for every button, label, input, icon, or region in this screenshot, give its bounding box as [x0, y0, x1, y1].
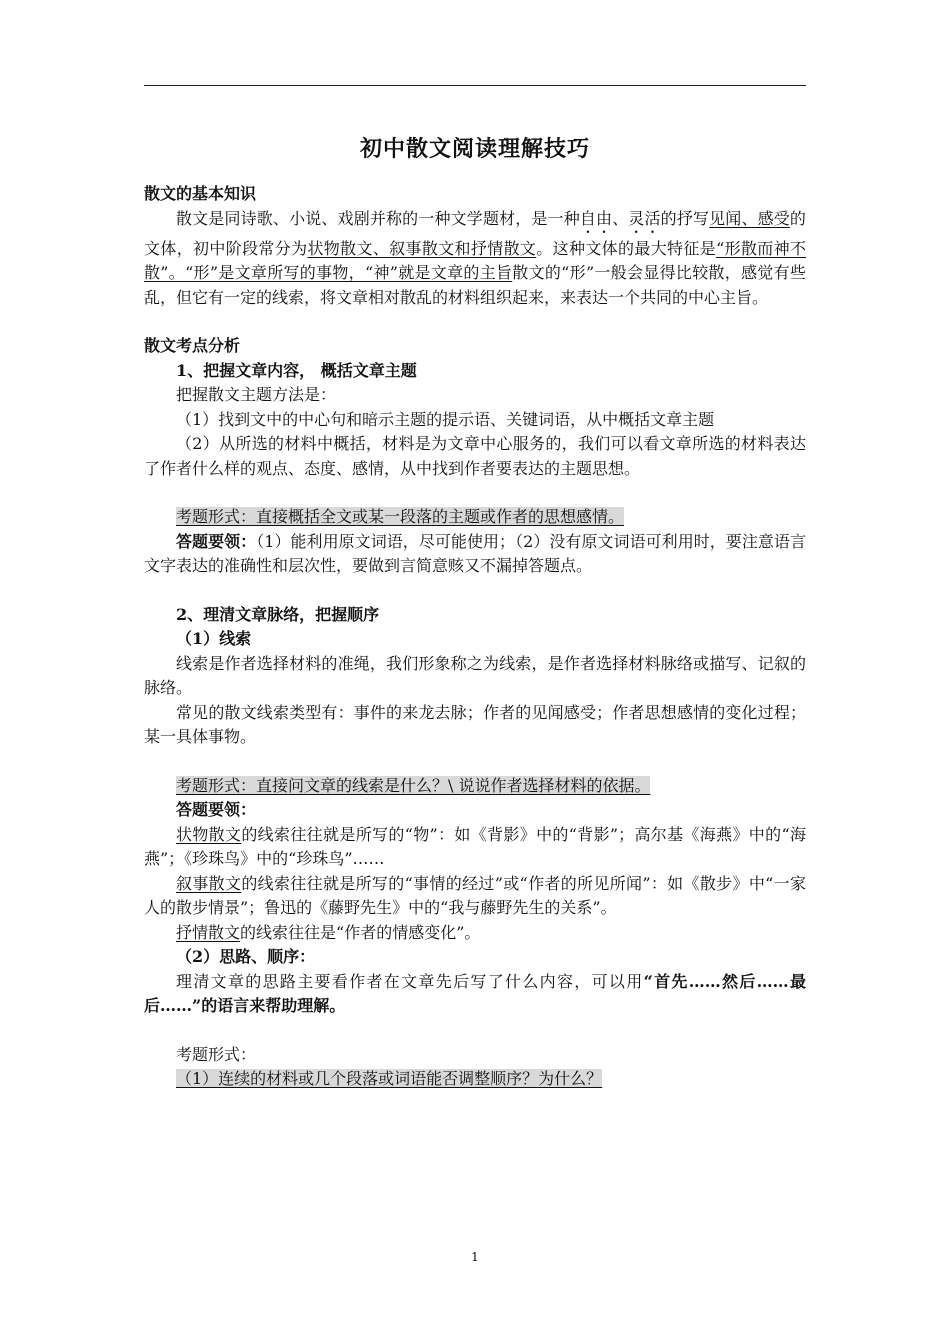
- key-label: 答题要领：: [176, 531, 257, 551]
- text-run: 的线索往往是“作者的情感变化”。: [240, 922, 481, 942]
- item2-type-1: [144, 823, 806, 872]
- emphasis-dot-text: 灵活: [628, 208, 661, 228]
- text-run: 的线索往往就是所写的“物”：如《背影》中的“背影”；高尔基《海燕》中的“海燕”；《珍珠鸟》中的“珍珠鸟”……: [144, 824, 806, 868]
- item1-exam-paragraph: [144, 505, 806, 530]
- text-run: 理清文章的思路主要看作者在文章先后写了什么内容，可以用: [176, 971, 644, 991]
- section-heading-basics: 散文的基本知识: [144, 184, 257, 203]
- text-run: 的抒写: [660, 208, 710, 228]
- item2-sub1-heading: （1）线索: [176, 629, 252, 648]
- item2-sub1-paragraph-2: 常见的散文线索类型有：事件的来龙去脉；作者的见闻感受；作者思想感情的变化过程；某一具体事物。: [144, 702, 806, 746]
- item2-sub2-paragraph: [144, 970, 806, 1019]
- page-number: 1: [471, 1250, 479, 1264]
- item2-type-2: [144, 872, 806, 921]
- item1-method-intro: 把握散文主题方法是：: [176, 385, 337, 404]
- text-run: 散文的“形”一般会显得比较散，感觉有些乱，但它有一定的线索，将文章相对散乱的材料组织起来，来表达一个共同的中心主旨。: [144, 263, 806, 307]
- underlined-text: 状物散文、叙事散文和抒情散文: [307, 238, 537, 258]
- item2-exam2-question-1: [144, 1067, 806, 1092]
- item2-heading: 2、理清文章脉络，把握顺序: [176, 604, 380, 624]
- item1-method-2: （2）从所选的材料中概括，材料是为文章中心服务的，我们可以看文章所选的材料表达了作者什么样的观点、态度、感情，从中找到作者要表达的主题思想。: [144, 434, 806, 478]
- document-title: 初中散文阅读理解技巧: [359, 136, 590, 162]
- exam-form-highlight: 考题形式：直接概括全文或某一段落的主题或作者的思想感情。: [176, 507, 625, 526]
- header-rule: [144, 85, 806, 86]
- underlined-text: “形散而神不散”。“形”是文章所写的事物，“神”就是文章的主旨: [144, 238, 806, 282]
- underlined-text: 见闻、感受: [709, 208, 790, 228]
- emphasis-dot-text: 自由: [579, 208, 613, 228]
- exam-form-highlight: （1）连续的材料或几个段落或词语能否调整顺序？为什么？: [176, 1069, 603, 1088]
- item1-method-1: （1）找到文中的中心句和暗示主题的提示语、关键词语，从中概括文章主题: [176, 409, 715, 429]
- underlined-text: 状物散文: [176, 824, 242, 844]
- text-run: 的线索往往就是所写的“事情的经过”或“作者的所见所闻”：如《散步》中“一家人的散步情景”；鲁迅的《藤野先生》中的“我与藤野先生的关系”。: [144, 873, 806, 917]
- text-run: 的文体，初中阶段常分为: [144, 208, 806, 258]
- item2-exam2-label: 考题形式：: [176, 1044, 257, 1064]
- item2-type-3: [144, 921, 806, 946]
- basics-paragraph: [144, 207, 806, 311]
- text-run: 、: [612, 208, 629, 228]
- section-heading-analysis: 散文考点分析: [144, 336, 241, 355]
- item2-exam-paragraph: [144, 774, 806, 799]
- document-body: [144, 128, 806, 1092]
- underlined-text: 抒情散文: [176, 922, 241, 942]
- underlined-text: 叙事散文: [176, 873, 242, 893]
- item2-sub1-paragraph-1: 线索是作者选择材料的准绳，我们形象称之为线索，是作者选择材料脉络或描写、记叙的脉络。: [144, 653, 806, 697]
- bold-text: “首先……然后……最后……”的语言来帮助理解。: [144, 971, 806, 1015]
- item2-key-label: 答题要领：: [176, 800, 257, 819]
- text-run: （1）能利用原文词语，尽可能使用；（2）没有原文词语可利用时，要注意语言文字表达的准确性和层次性，要做到言简意赅又不漏掉答题点。: [144, 531, 806, 575]
- item1-heading: 1、把握文章内容， 概括文章主题: [176, 360, 417, 380]
- item2-sub2-heading: （2）思路、顺序：: [176, 947, 316, 966]
- text-run: 散文是同诗歌、小说、戏剧并称的一种文学题材，是一种: [176, 208, 580, 228]
- text-run: 。这种文体的最大特征是: [536, 238, 717, 258]
- item1-key-paragraph: [144, 530, 806, 579]
- exam-form-highlight: 考题形式：直接问文章的线索是什么？\ 说说作者选择材料的依据。: [176, 775, 651, 795]
